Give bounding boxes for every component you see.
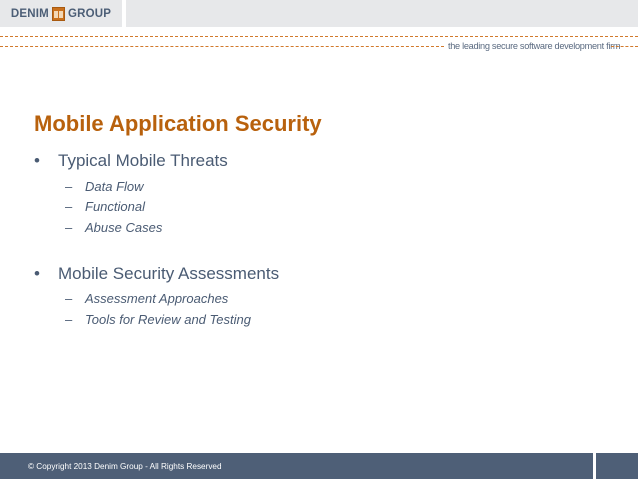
sub-bullet-marker: – bbox=[65, 291, 73, 306]
dashed-rule-bottom bbox=[0, 46, 444, 47]
sub-bullet-marker: – bbox=[65, 312, 73, 327]
logo-area bbox=[0, 0, 122, 27]
sub-bullet-marker: – bbox=[65, 199, 73, 214]
sub-bullet-marker: – bbox=[65, 179, 73, 194]
logo-text-right: GROUP bbox=[67, 7, 112, 20]
sub-bullet-item bbox=[65, 291, 228, 307]
dashed-rule-top bbox=[0, 36, 638, 37]
bullet-marker: • bbox=[34, 151, 40, 170]
bullet-text: Typical Mobile Threats bbox=[58, 151, 228, 170]
denim-group-logo bbox=[11, 7, 111, 21]
sub-bullet-text: Abuse Cases bbox=[85, 220, 163, 235]
bullet-marker: • bbox=[34, 264, 40, 283]
slide-title: Mobile Application Security bbox=[34, 111, 322, 136]
tagline: the leading secure software development firm bbox=[448, 41, 621, 51]
sub-bullet-marker: – bbox=[65, 220, 73, 235]
bullet-item bbox=[34, 151, 228, 171]
copyright-notice: © Copyright 2013 Denim Group - All Rights Reserved bbox=[28, 462, 222, 471]
sub-bullet-text: Assessment Approaches bbox=[85, 291, 229, 306]
sub-bullet-item bbox=[65, 220, 162, 236]
sub-bullet-item bbox=[65, 179, 144, 195]
sub-bullet-text: Functional bbox=[85, 199, 145, 214]
sub-bullet-item bbox=[65, 312, 251, 328]
header-bar bbox=[126, 0, 638, 27]
denim-group-logo-mark-icon bbox=[52, 7, 65, 21]
footer-corner-box bbox=[596, 453, 638, 479]
bullet-text: Mobile Security Assessments bbox=[58, 264, 280, 283]
sub-bullet-text: Data Flow bbox=[85, 179, 144, 194]
dashed-rule-bottom-right bbox=[611, 46, 638, 47]
bullet-item bbox=[34, 264, 279, 284]
sub-bullet-text: Tools for Review and Testing bbox=[85, 312, 251, 327]
sub-bullet-item bbox=[65, 199, 145, 215]
logo-text-left: DENIM bbox=[10, 7, 49, 20]
